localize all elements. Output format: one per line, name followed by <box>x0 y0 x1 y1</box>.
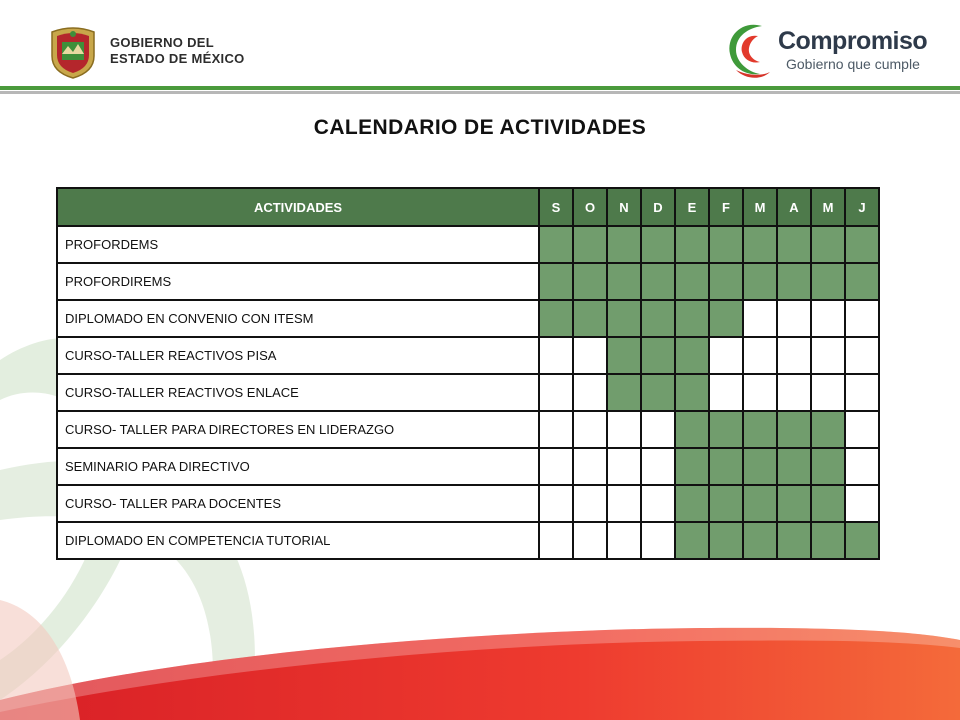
month-cell-empty <box>539 374 573 411</box>
month-header: E <box>675 188 709 226</box>
table-header-row <box>57 188 879 226</box>
month-cell-empty <box>573 411 607 448</box>
month-cell-empty <box>573 337 607 374</box>
month-cell-empty <box>709 374 743 411</box>
activity-name: CURSO-TALLER REACTIVOS PISA <box>57 337 539 374</box>
month-cell-active <box>709 411 743 448</box>
month-cell-active <box>675 263 709 300</box>
activity-name: SEMINARIO PARA DIRECTIVO <box>57 448 539 485</box>
month-cell-active <box>709 300 743 337</box>
month-cell-active <box>743 485 777 522</box>
month-cell-active <box>539 226 573 263</box>
month-header: N <box>607 188 641 226</box>
brand-tagline: Gobierno que cumple <box>786 56 920 72</box>
table-row <box>57 411 879 448</box>
table-row <box>57 300 879 337</box>
month-cell-empty <box>743 374 777 411</box>
activities-table-wrapper <box>56 187 880 560</box>
month-cell-empty <box>845 374 879 411</box>
month-header: F <box>709 188 743 226</box>
activities-calendar-table <box>56 187 880 560</box>
brand-name: Compromiso <box>778 27 928 55</box>
compromiso-swirl-icon <box>722 18 776 82</box>
month-cell-active <box>675 411 709 448</box>
month-cell-active <box>811 263 845 300</box>
gobierno-logo <box>44 22 245 80</box>
month-cell-empty <box>811 337 845 374</box>
activity-name: CURSO- TALLER PARA DIRECTORES EN LIDERAZGO <box>57 411 539 448</box>
month-cell-empty <box>811 374 845 411</box>
gov-line-1: GOBIERNO DEL <box>110 35 214 50</box>
month-header: D <box>641 188 675 226</box>
month-cell-empty <box>641 411 675 448</box>
month-cell-empty <box>607 485 641 522</box>
table-body <box>57 226 879 559</box>
month-header: A <box>777 188 811 226</box>
activity-name: PROFORDEMS <box>57 226 539 263</box>
month-cell-active <box>811 226 845 263</box>
month-cell-empty <box>607 448 641 485</box>
table-row <box>57 337 879 374</box>
activity-name: DIPLOMADO EN CONVENIO CON ITESM <box>57 300 539 337</box>
activity-name: DIPLOMADO EN COMPETENCIA TUTORIAL <box>57 522 539 559</box>
month-cell-active <box>777 226 811 263</box>
month-cell-empty <box>539 337 573 374</box>
month-cell-active <box>675 485 709 522</box>
header-divider-gray <box>0 91 960 94</box>
state-seal-icon <box>44 22 102 80</box>
month-cell-active <box>641 226 675 263</box>
month-cell-active <box>607 374 641 411</box>
table-row <box>57 485 879 522</box>
month-cell-active <box>675 448 709 485</box>
month-cell-active <box>607 337 641 374</box>
month-cell-empty <box>845 411 879 448</box>
activity-name: PROFORDIREMS <box>57 263 539 300</box>
month-cell-empty <box>607 411 641 448</box>
month-cell-empty <box>777 337 811 374</box>
month-cell-active <box>811 411 845 448</box>
month-cell-empty <box>845 337 879 374</box>
table-row <box>57 448 879 485</box>
month-cell-active <box>675 337 709 374</box>
month-cell-active <box>573 263 607 300</box>
month-cell-empty <box>845 485 879 522</box>
month-cell-empty <box>607 522 641 559</box>
month-cell-active <box>811 448 845 485</box>
month-cell-active <box>777 411 811 448</box>
month-cell-active <box>675 522 709 559</box>
month-cell-empty <box>573 448 607 485</box>
month-cell-active <box>709 263 743 300</box>
month-cell-active <box>777 522 811 559</box>
month-cell-active <box>641 337 675 374</box>
month-cell-active <box>641 263 675 300</box>
month-cell-empty <box>539 448 573 485</box>
month-cell-active <box>777 263 811 300</box>
month-cell-empty <box>539 522 573 559</box>
activities-header: ACTIVIDADES <box>57 188 539 226</box>
month-cell-active <box>675 300 709 337</box>
month-cell-empty <box>743 300 777 337</box>
month-cell-active <box>743 411 777 448</box>
month-cell-active <box>709 226 743 263</box>
month-cell-empty <box>573 485 607 522</box>
month-cell-empty <box>845 300 879 337</box>
table-row <box>57 263 879 300</box>
month-cell-active <box>539 263 573 300</box>
month-header: M <box>743 188 777 226</box>
month-cell-empty <box>709 337 743 374</box>
month-cell-empty <box>539 411 573 448</box>
month-cell-empty <box>777 300 811 337</box>
month-cell-active <box>743 263 777 300</box>
activity-name: CURSO-TALLER REACTIVOS ENLACE <box>57 374 539 411</box>
month-cell-empty <box>641 485 675 522</box>
month-cell-empty <box>573 522 607 559</box>
month-cell-active <box>539 300 573 337</box>
month-cell-empty <box>743 337 777 374</box>
month-cell-empty <box>539 485 573 522</box>
month-cell-empty <box>845 448 879 485</box>
compromiso-logo <box>722 18 927 82</box>
month-cell-active <box>845 226 879 263</box>
month-cell-active <box>607 263 641 300</box>
month-header: J <box>845 188 879 226</box>
month-cell-active <box>709 485 743 522</box>
month-cell-empty <box>573 374 607 411</box>
month-cell-active <box>709 522 743 559</box>
month-cell-active <box>743 522 777 559</box>
month-cell-active <box>675 226 709 263</box>
month-cell-empty <box>641 448 675 485</box>
month-header: M <box>811 188 845 226</box>
table-row <box>57 374 879 411</box>
month-cell-empty <box>641 522 675 559</box>
month-cell-active <box>573 300 607 337</box>
month-cell-active <box>675 374 709 411</box>
month-cell-active <box>573 226 607 263</box>
month-cell-empty <box>811 300 845 337</box>
month-cell-active <box>607 226 641 263</box>
activity-name: CURSO- TALLER PARA DOCENTES <box>57 485 539 522</box>
month-cell-empty <box>777 374 811 411</box>
month-cell-active <box>641 300 675 337</box>
page-title: CALENDARIO DE ACTIVIDADES <box>313 116 647 139</box>
month-cell-active <box>845 522 879 559</box>
month-header: S <box>539 188 573 226</box>
month-cell-active <box>641 374 675 411</box>
month-cell-active <box>743 226 777 263</box>
header-divider-green <box>0 86 960 90</box>
month-header: O <box>573 188 607 226</box>
month-cell-active <box>811 485 845 522</box>
month-cell-active <box>777 448 811 485</box>
gov-line-2: ESTADO DE MÉXICO <box>110 51 245 66</box>
month-cell-active <box>845 263 879 300</box>
month-cell-active <box>811 522 845 559</box>
table-row <box>57 522 879 559</box>
table-row <box>57 226 879 263</box>
month-cell-active <box>607 300 641 337</box>
month-cell-active <box>709 448 743 485</box>
month-cell-active <box>777 485 811 522</box>
month-cell-active <box>743 448 777 485</box>
